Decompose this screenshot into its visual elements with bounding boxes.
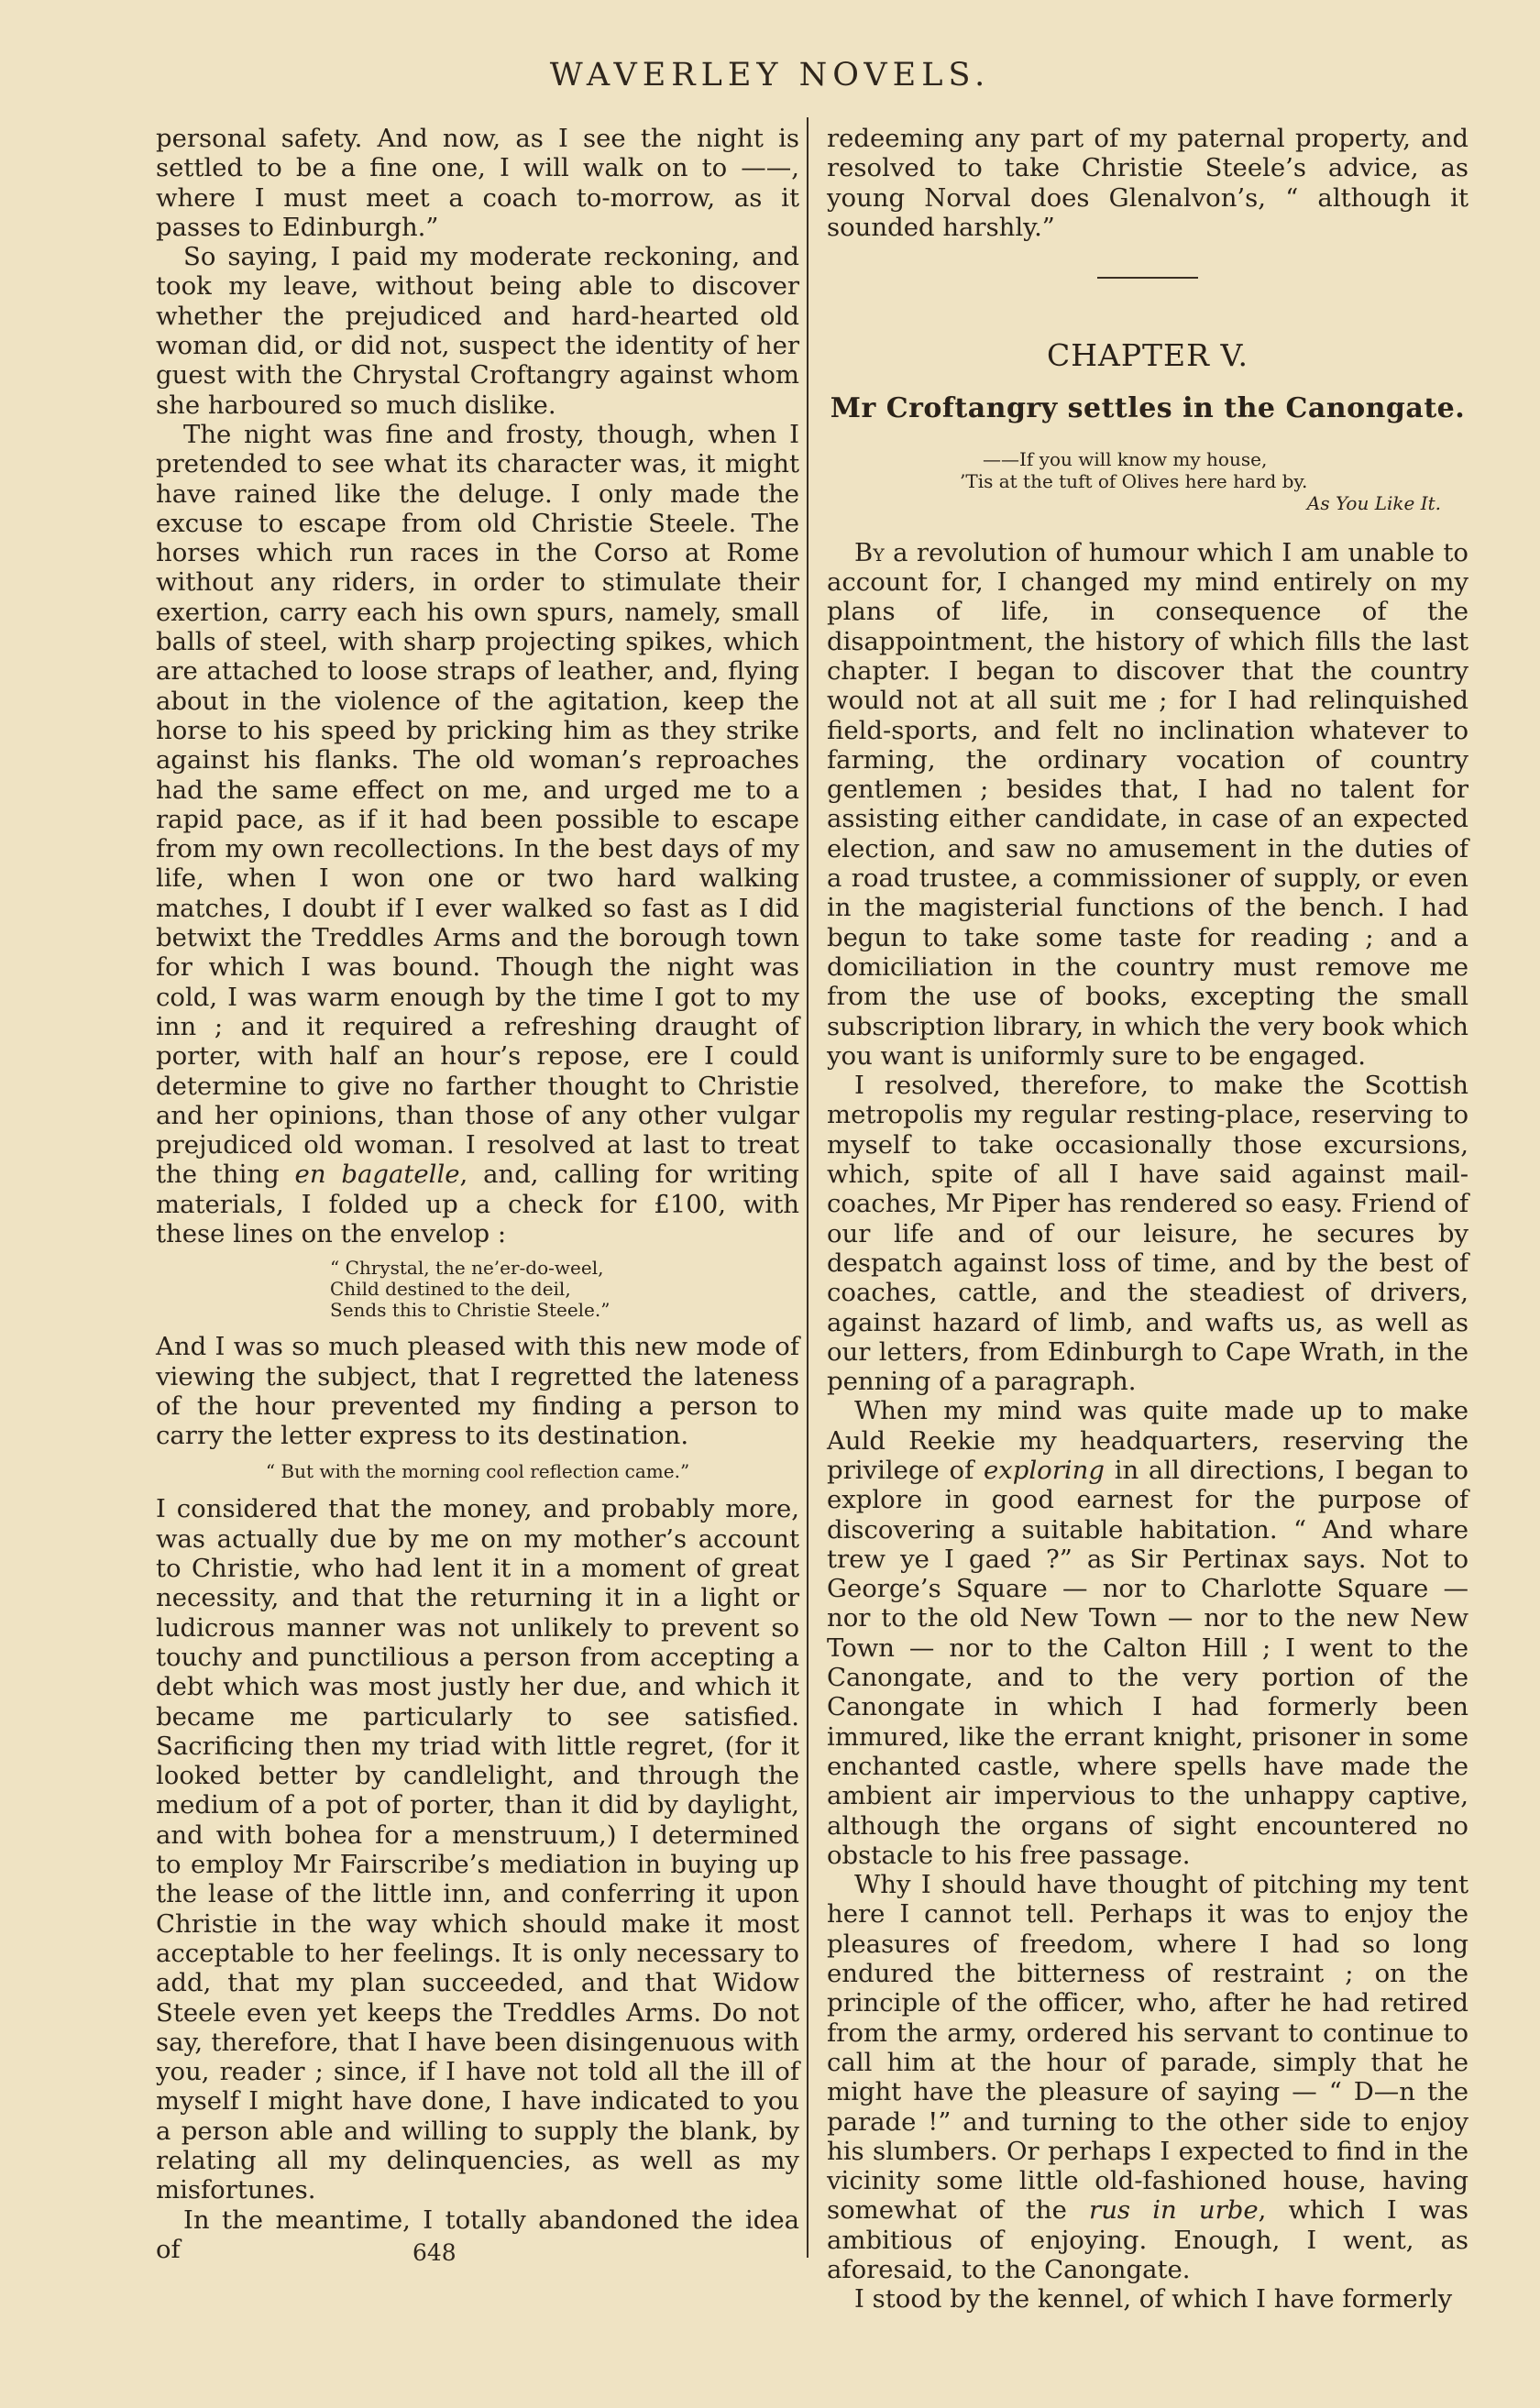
paragraph-text: , which I was ambitious of enjoying. Enough, I went, as aforesaid, to the Canongate.	[827, 2195, 1468, 2284]
paragraph-text: Why I should have thought of pitching my tent here I cannot tell. Perhaps it was to enjoy the pleasures of freedom, where I had so long endured the bitterness of restraint ; on the principle of the officer, who, after he had retired from the army, ordered his servant to continue to call him at the hour of parade, simply that he might have the pleasure of saying — “ D—n the parade !” and turning to the other side to enjoy his slumbers. Or perhaps I expected to find in the vicinity some little old-fashioned house, having somewhat of the	[827, 1870, 1468, 2226]
paragraph: I stood by the kennel, of which I have formerly	[854, 2284, 1453, 2315]
paragraph-text: When my mind was quite made up to make Auld Reekie my headquarters, reserving the privilege of	[827, 1396, 1468, 1485]
paragraph-text: , and, calling for writing materials, I folded up a check for £100, with these lines on the envelop :	[156, 1160, 800, 1248]
paragraph-text: in all directions, I began to explore in good earnest for the purpose of discovering a suitable habitation. “ And whare trew ye I gaed ?” as Sir Pertinax says. Not to George’s Square — nor to Charlotte Square — nor to the old New Town — nor to the new New Town — nor to the Calton Hill ; I went to the Canongate, and to the very portion of the Canongate in which I had formerly been immured, like the errant knight, prisoner in some enchanted castle, where spells have made the ambient air impervious to the unhappy captive, although the organs of sight encountered no obstacle to his free passage.	[827, 1455, 1468, 1870]
italic-phrase: en bagatelle	[294, 1160, 460, 1190]
section-divider	[1097, 277, 1198, 279]
right-column	[827, 124, 1468, 2315]
paragraph: redeeming any part of my paternal property, and resolved to take Christie Steele’s advice, as young Norval does Glenalvon’s, “ although it sounded harshly.”	[827, 124, 1468, 242]
page-number: 648	[412, 2239, 456, 2266]
epigraph-line: ——If you will know my house,	[983, 447, 1268, 470]
running-head: WAVERLEY NOVELS.	[549, 57, 991, 93]
lead-word: By	[854, 537, 885, 567]
chapter-subtitle: Mr Croftangry settles in the Canongate.	[830, 392, 1466, 425]
paragraph: So saying, I paid my moderate reckoning, and took my leave, without being able to discover whether the prejudiced and hard-hearted old woman did, or did not, suspect the identity of her guest with the Chrystal Croftangry against whom she harboured so much dislike.	[156, 242, 799, 420]
paragraph: And I was so much pleased with this new mode of viewing the subject, that I regretted the lateness of the hour prevented my finding a person to carry the letter express to its destination.	[156, 1332, 799, 1451]
quotation-line: “ But with the morning cool reflection came.”	[265, 1460, 690, 1483]
verse-line: “ Chrystal, the ne’er-do-weel,	[330, 1257, 604, 1280]
italic-phrase: exploring	[984, 1455, 1105, 1485]
paragraph-text: a revolution of humour which I am unable to account for, I changed my mind entirely on my plans of life, in consequence of the disappointment, the history of which fills the last chapter. I began to discover that the country would not at all suit me ; for I had relinquished field-sports, and felt no inclination whatever to farming, the ordinary vocation of country gentlemen ; besides that, I had no talent for assisting either candidate, in case of an expected election, and saw no amusement in the duties of a road trustee, a commissioner of supply, or even in the magisterial functions of the bench. I had begun to take some taste for reading ; and a domiciliation in the country must remove me from the use of books, excepting the small subscription library, in which the very book which you want is uniformly sure to be engaged.	[827, 537, 1468, 1071]
paragraph: I resolved, therefore, to make the Scottish metropolis my regular resting-place, reserving to myself to take occasionally those excursions, which, spite of all I have said against mail-coaches, Mr Piper has rendered so easy. Friend of our life and of our leisure, he secures by despatch against loss of time, and by the best of coaches, cattle, and the steadiest of drivers, against hazard of limb, and wafts us, as well as our letters, from Edinburgh to Cape Wrath, in the penning of a paragraph.	[827, 1071, 1468, 1397]
paragraph: I considered that the money, and probably more, was actually due by me on my mother’s account to Christie, who had lent it in a moment of great necessity, and that the returning it in a light or ludicrous manner was not unlikely to prevent so touchy and punctilious a person from accepting a debt which was most justly her due, and which it became me particularly to see satisfied. Sacrificing then my triad with little regret, (for it looked better by candlelight, and through the medium of a pot of porter, than it did by daylight, and with bohea for a menstruum,) I determined to employ Mr Fairscribe’s mediation in buying up the lease of the little inn, and conferring it upon Christie in the way which should make it most acceptable to her feelings. It is only necessary to add, that my plan succeeded, and that Widow Steele even yet keeps the Treddles Arms. Do not say, therefore, that I have been disingenuous with you, reader ; since, if I have not told all the ill of myself I might have done, I have indicated to you a person able and willing to supply the blank, by relating all my delinquencies, as well as my misfortunes.	[156, 1494, 799, 2205]
paragraph: personal safety. And now, as I see the night is settled to be a fine one, I will walk on to ——, where I must meet a coach to-morrow, as it passes to Edinburgh.”	[156, 124, 799, 242]
chapter-title: CHAPTER V.	[1046, 337, 1249, 374]
verse-block	[330, 1258, 799, 1321]
paragraph	[156, 420, 799, 1248]
epigraph-attribution: As You Like It.	[1306, 491, 1441, 514]
paragraph	[827, 538, 1468, 1071]
epigraph-line: ’Tis at the tuft of Olives here hard by.	[960, 469, 1308, 492]
epigraph	[827, 448, 1468, 514]
paragraph	[827, 1396, 1468, 1870]
paragraph	[827, 1870, 1468, 2284]
column-divider	[807, 117, 808, 2258]
italic-phrase: rus in urbe	[1089, 2195, 1259, 2226]
paragraph: In the meantime, I totally abandoned the idea of	[156, 2205, 799, 2264]
left-column	[156, 124, 799, 2264]
paragraph-text: The night was fine and frosty, though, when I pretended to see what its character was, it might have rained like the deluge. I only made the excuse to escape from old Christie Steele. The horses which run races in the Corso at Rome without any riders, in order to stimulate their exertion, carry each his own spurs, namely, small balls of steel, with sharp projecting spikes, which are attached to loose straps of leather, and, flying about in the violence of the agitation, keep the horse to his speed by pricking him as they strike against his flanks. The old woman’s reproaches had the same effect on me, and urged me to a rapid pace, as if it had been possible to escape from my own recollections. In the best days of my life, when I won one or two hard walking matches, I doubt if I ever walked so fast as I did betwixt the Treddles Arms and the borough town for which I was bound. Though the night was cold, I was warm enough by the time I got to my inn ; and it required a refreshing draught of porter, with half an hour’s repose, ere I could determine to give no farther thought to Christie and her opinions, than those of any other vulgar prejudiced old woman. I resolved at last to treat the thing	[156, 419, 799, 1190]
verse-line: Child destined to the deil,	[330, 1278, 571, 1301]
verse-line: Sends this to Christie Steele.”	[330, 1299, 610, 1322]
